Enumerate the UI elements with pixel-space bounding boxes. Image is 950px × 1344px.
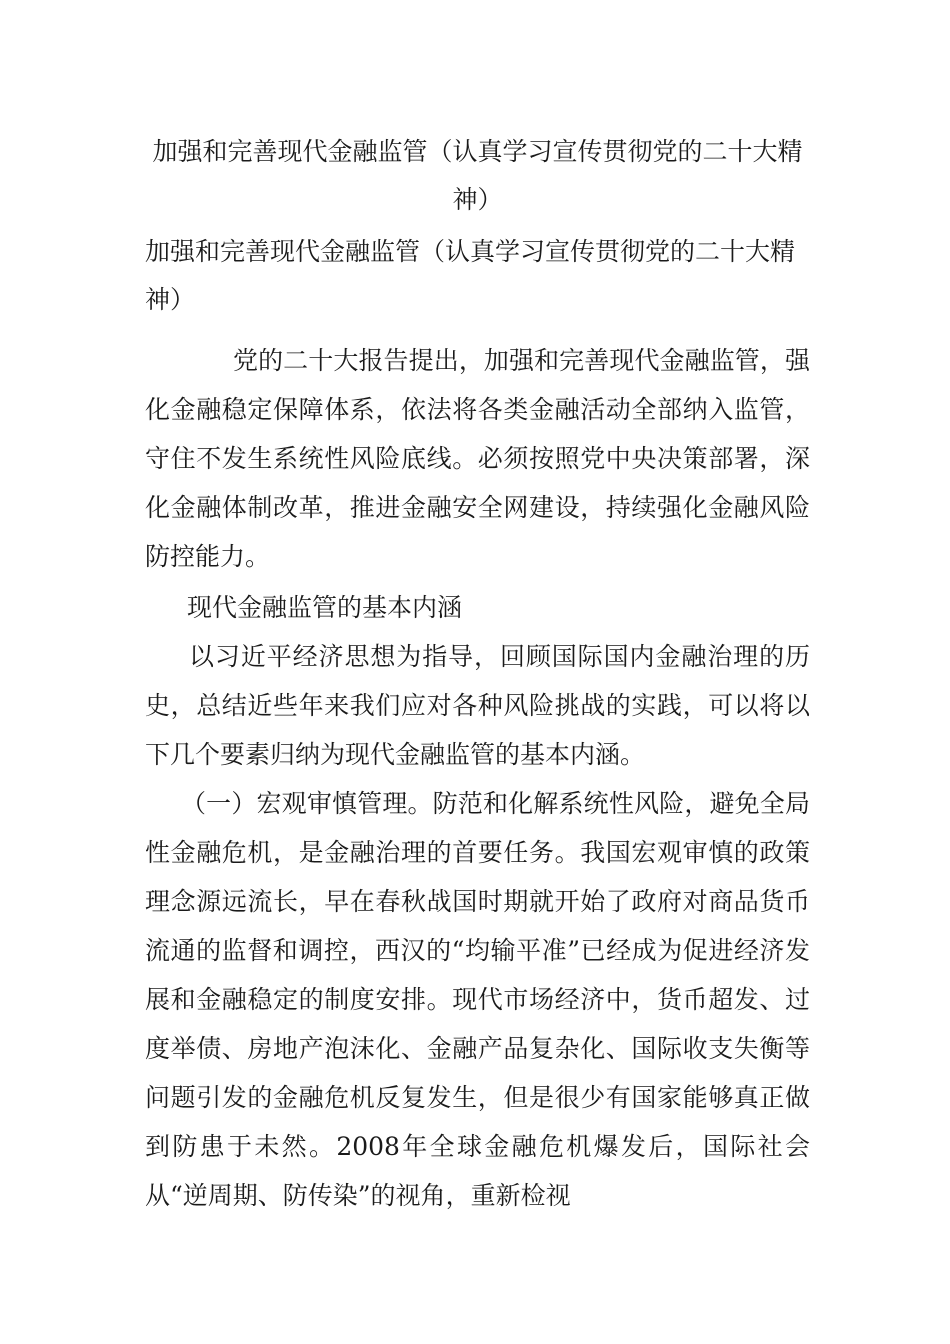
document-title: 加强和完善现代金融监管（认真学习宣传贯彻党的二十大精神） — [152, 137, 803, 214]
section-heading: 现代金融监管的基本内涵 — [187, 593, 463, 622]
paragraph-intro: 党的二十大报告提出，加强和完善现代金融监管，强化金融稳定保障体系，依法将各类金融活动全部纳入监管，守住不发生系统性风险底线。必须按照党中央决策部署，深化金融体制改革，推进金融安全网建设，持续强化金融风险防控能力。 — [145, 346, 810, 571]
document-subtitle: 加强和完善现代金融监管（认真学习宣传贯彻党的二十大精神） — [145, 237, 796, 314]
document-page — [145, 128, 810, 1220]
paragraph-item-1: （一）宏观审慎管理。防范和化解系统性风险，避免全局性金融危机，是金融治理的首要任务。我国宏观审慎的政策理念源远流长，早在春秋战国时期就开始了政府对商品货币流通的监督和调控，西汉的“均输平准”已经成为促进经济发展和金融稳定的制度安排。现代市场经济中，货币超发、过度举债、房地产泡沫化、金融产品复杂化、国际收支失衡等问题引发的金融危机反复发生，但是很少有国家能够真正做到防患于未然。2008年全球金融危机爆发后，国际社会从“逆周期、防传染”的视角，重新检视 — [145, 789, 810, 1210]
paragraph-context: 以习近平经济思想为指导，回顾国际国内金融治理的历史，总结近些年来我们应对各种风险挑战的实践，可以将以下几个要素归纳为现代金融监管的基本内涵。 — [145, 642, 810, 769]
